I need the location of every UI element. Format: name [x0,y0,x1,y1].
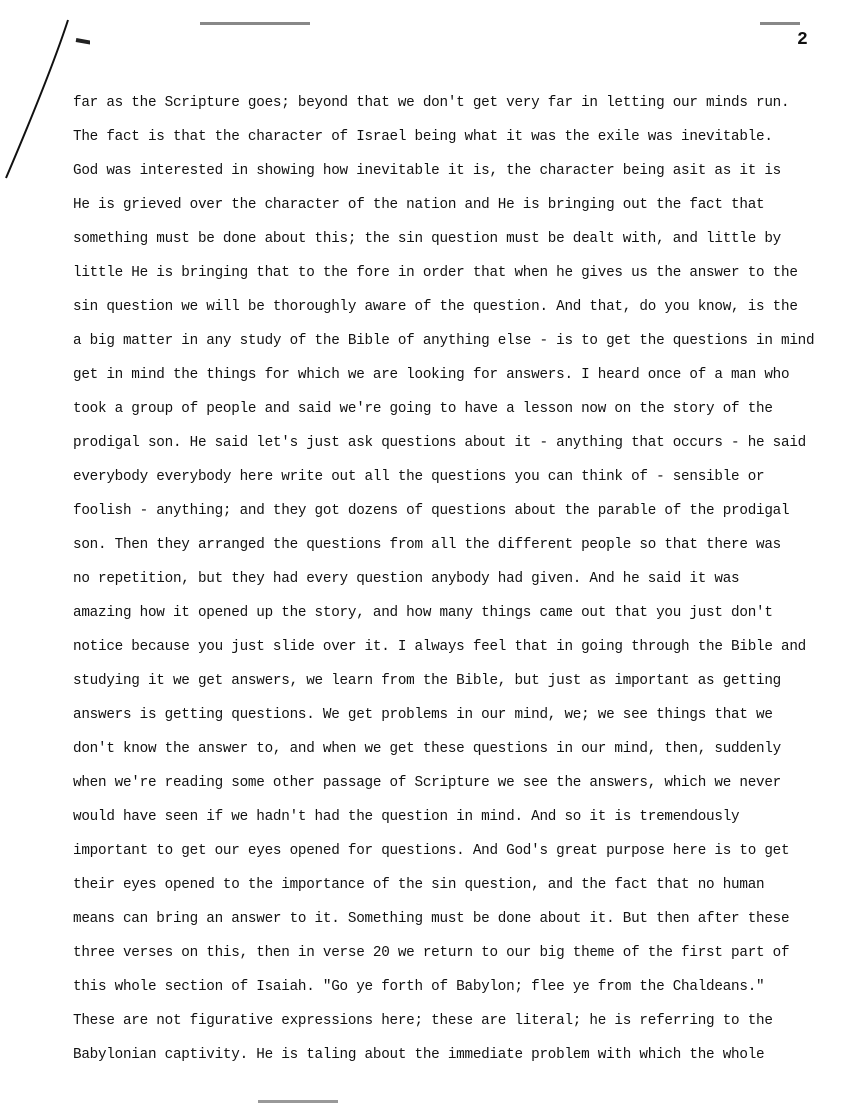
text-line: important to get our eyes opened for questions. And God's great purpose here is to get [73,843,790,859]
text-line: notice because you just slide over it. I always feel that in going through the Bible and [73,639,806,655]
text-line: God was interested in showing how inevitable it is, the character being asit as it is [73,163,782,179]
text-line: would have seen if we hadn't had the question in mind. And so it is tremendously [73,809,740,825]
text-line: little He is bringing that to the fore in order that when he gives us the answer to the [73,265,798,281]
text-line: no repetition, but they had every question anybody had given. And he said it was [73,571,740,587]
text-line: their eyes opened to the importance of the sin question, and the fact that no human [73,877,765,893]
text-line: this whole section of Isaiah. "Go ye forth of Babylon; flee ye from the Chaldeans." [73,979,765,995]
page-number: 2 [797,30,808,50]
text-line: answers is getting questions. We get problems in our mind, we; we see things that we [73,707,773,723]
top-right-smudge-mark [760,22,800,25]
top-smudge-mark [200,22,310,25]
typewritten-text-body [73,92,833,1078]
text-line: prodigal son. He said let's just ask questions about it - anything that occurs - he said [73,435,806,451]
text-line: took a group of people and said we're going to have a lesson now on the story of the [73,401,773,417]
text-line: He is grieved over the character of the nation and He is bringing out the fact that [73,197,765,213]
text-line: Babylonian captivity. He is taling about the immediate problem with which the whole [73,1047,765,1063]
text-line: when we're reading some other passage of Scripture we see the answers, which we never [73,775,782,791]
text-line: amazing how it opened up the story, and how many things came out that you just don't [73,605,773,621]
text-line: sin question we will be thoroughly aware of the question. And that, do you know, is the [73,299,798,315]
text-line: The fact is that the character of Israel being what it was the exile was inevitable. [73,129,773,145]
text-line: three verses on this, then in verse 20 we return to our big theme of the first part of [73,945,790,961]
text-line: don't know the answer to, and when we get these questions in our mind, then, suddenly [73,741,782,757]
bottom-smudge-mark [258,1100,338,1103]
text-line: a big matter in any study of the Bible of anything else - is to get the questions in mind [73,333,815,349]
text-line: get in mind the things for which we are looking for answers. I heard once of a man who [73,367,790,383]
text-line: son. Then they arranged the questions from all the different people so that there was [73,537,782,553]
text-line: foolish - anything; and they got dozens of questions about the parable of the prodigal [73,503,790,519]
text-line: means can bring an answer to it. Something must be done about it. But then after these [73,911,790,927]
text-line: far as the Scripture goes; beyond that we don't get very far in letting our minds run. [73,95,790,111]
text-line: studying it we get answers, we learn from the Bible, but just as important as getting [73,673,782,689]
text-line: These are not figurative expressions here; these are literal; he is referring to the [73,1013,773,1029]
text-line: something must be done about this; the sin question must be dealt with, and little by [73,231,782,247]
text-line: everybody everybody here write out all the questions you can think of - sensible or [73,469,765,485]
